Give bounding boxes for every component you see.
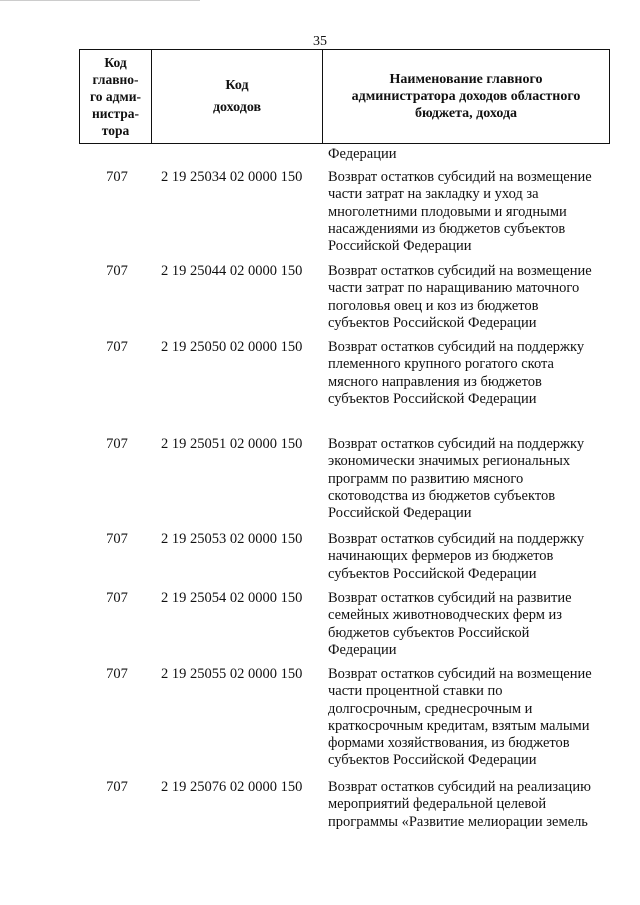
income-name: Возврат остатков субсидий на реализацию мероприятий федеральной целевой программы «Развитие мелиорации земель [328, 779, 591, 830]
header-income-code [152, 50, 323, 143]
admin-code: 707 [106, 779, 128, 795]
header-name-text: Наименование главного администратора доходов областного бюджета, дохода [351, 72, 581, 121]
income-code: 2 19 25055 02 0000 150 [161, 666, 303, 682]
admin-code: 707 [106, 531, 128, 547]
income-code: 2 19 25054 02 0000 150 [161, 590, 303, 606]
header-income-code-text: Код доходов [212, 77, 262, 115]
header-admin-code [80, 50, 152, 143]
income-code: 2 19 25050 02 0000 150 [161, 339, 303, 355]
income-code: 2 19 25051 02 0000 150 [161, 436, 303, 452]
header-name [323, 50, 609, 143]
income-code: 2 19 25044 02 0000 150 [161, 263, 303, 279]
income-name: Возврат остатков субсидий на поддержку экономически значимых региональных программ по развитию мясного скотоводства из бюджетов субъектов Российской Федерации [328, 436, 585, 522]
income-code: 2 19 25076 02 0000 150 [161, 779, 303, 795]
scan-edge-line [0, 0, 200, 1]
income-code: 2 19 25034 02 0000 150 [161, 169, 303, 185]
admin-code: 707 [106, 666, 128, 682]
income-name: Возврат остатков субсидий на развитие семейных животноводческих ферм из бюджетов субъектов Российской Федерации [328, 590, 572, 658]
table-header [79, 49, 610, 144]
income-name: Возврат остатков субсидий на поддержку племенного крупного рогатого скота мясного направления из бюджетов субъектов Российской Федерации [328, 339, 585, 407]
admin-code: 707 [106, 436, 128, 452]
income-code: 2 19 25053 02 0000 150 [161, 531, 303, 547]
income-name: Возврат остатков субсидий на возмещение части процентной ставки по долгосрочным, среднесрочным и краткосрочным кредитам, взятым малыми формами хозяйствования, из бюджетов субъектов Российской Федерации [328, 666, 592, 769]
income-name: Возврат остатков субсидий на возмещение части затрат на закладку и уход за многолетними плодовыми и ягодными насаждениями из бюджетов субъектов Российской Федерации [328, 169, 592, 255]
admin-code: 707 [106, 263, 128, 279]
continuation-text: Федерации [328, 146, 397, 162]
income-name: Возврат остатков субсидий на поддержку начинающих фермеров из бюджетов субъектов Российской Федерации [328, 531, 585, 582]
income-name: Возврат остатков субсидий на возмещение части затрат по наращиванию маточного поголовья овец и коз из бюджетов субъектов Российской Федерации [328, 263, 592, 331]
admin-code: 707 [106, 169, 128, 185]
header-admin-code-text: Код главно- го адми- нистра- тора [90, 55, 141, 138]
page-number: 35 [313, 34, 327, 49]
admin-code: 707 [106, 590, 128, 606]
admin-code: 707 [106, 339, 128, 355]
